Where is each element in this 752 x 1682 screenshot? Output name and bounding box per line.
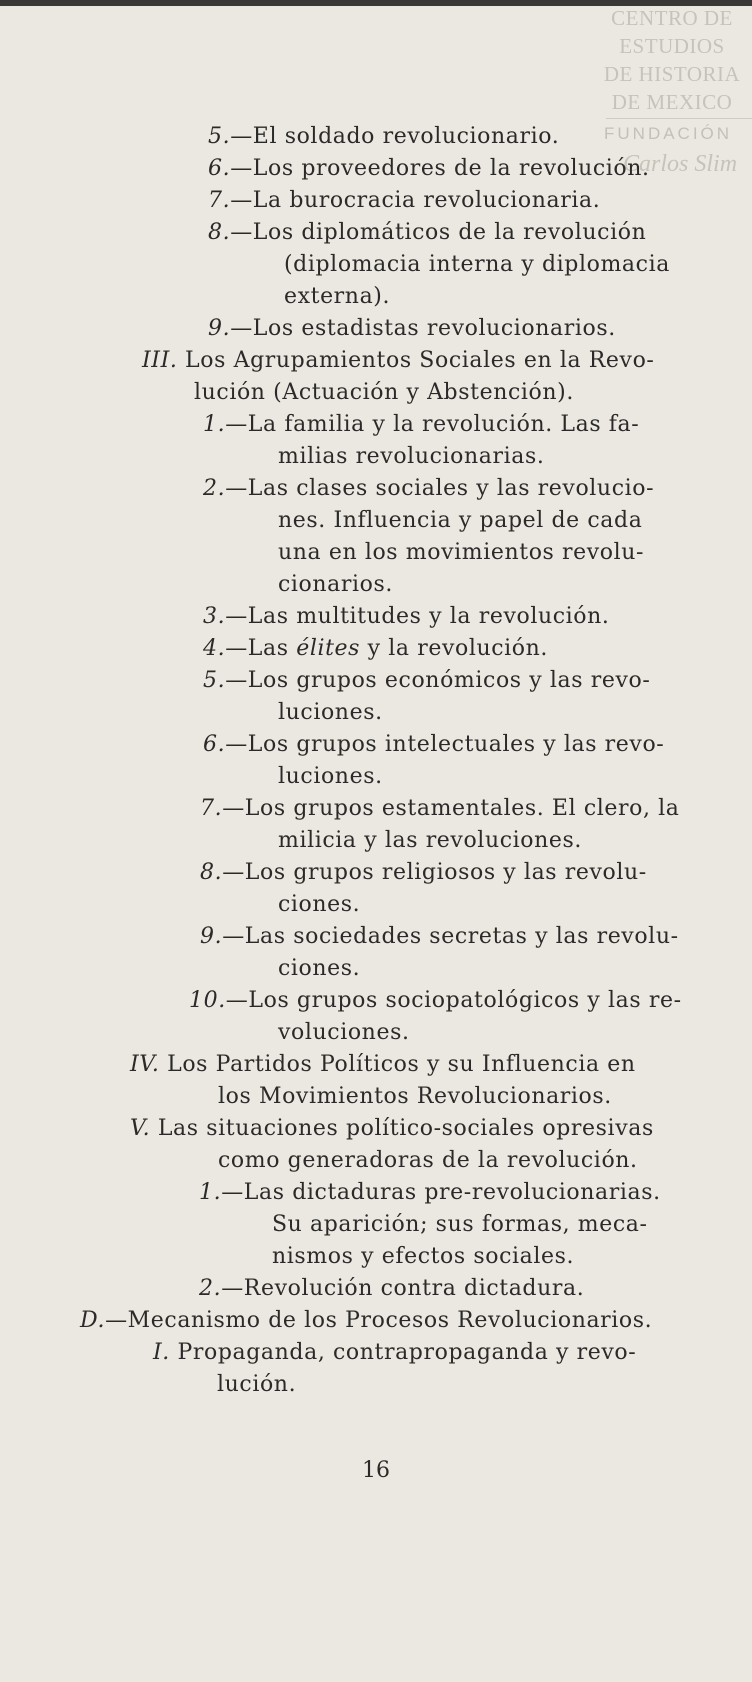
outline-line bbox=[199, 1178, 661, 1208]
outline-line bbox=[284, 250, 670, 280]
outline-line bbox=[142, 346, 654, 376]
outline-text: —Las bbox=[225, 636, 297, 661]
outline-number: V. bbox=[130, 1116, 151, 1141]
outline-number: I. bbox=[153, 1340, 170, 1365]
outline-text: Los Agrupamientos Sociales en la Revo- bbox=[177, 348, 655, 373]
outline-text: nes. Influencia y papel de cada bbox=[278, 508, 643, 533]
outline-line bbox=[189, 986, 682, 1016]
outline-line bbox=[130, 1050, 636, 1080]
outline-text: voluciones. bbox=[278, 1020, 410, 1045]
outline-number: 7. bbox=[200, 796, 223, 821]
outline-text: lución (Actuación y Abstención). bbox=[194, 380, 574, 405]
outline-text: —La burocracia revolucionaria. bbox=[230, 188, 601, 213]
outline-number: 8. bbox=[208, 220, 231, 245]
outline-number: 2. bbox=[203, 476, 226, 501]
watermark-signature: Carlos Slim bbox=[623, 151, 738, 177]
outline-line bbox=[272, 1210, 648, 1240]
outline-text: —Los grupos intelectuales y las revo- bbox=[225, 732, 665, 757]
watermark-rule bbox=[606, 118, 752, 119]
outline-line bbox=[194, 378, 574, 408]
outline-text: Su aparición; sus formas, meca- bbox=[272, 1212, 648, 1237]
outline-line bbox=[217, 1370, 296, 1400]
outline-text: —Los grupos estamentales. El clero, la bbox=[222, 796, 680, 821]
outline-line bbox=[80, 1306, 652, 1336]
outline-number: 1. bbox=[203, 412, 226, 437]
outline-text: los Movimientos Revolucionarios. bbox=[218, 1084, 612, 1109]
outline-text: —Las dictaduras pre-revolucionarias. bbox=[221, 1180, 661, 1205]
outline-line bbox=[278, 538, 644, 568]
outline-text: —Revolución contra dictadura. bbox=[221, 1276, 585, 1301]
outline-text: —Las clases sociales y las revolucio- bbox=[225, 476, 655, 501]
outline-line bbox=[284, 282, 390, 312]
outline-text: ciones. bbox=[278, 892, 361, 917]
outline-line bbox=[200, 858, 647, 888]
outline-number: 10. bbox=[189, 988, 226, 1013]
outline-number: III. bbox=[142, 348, 178, 373]
outline-line bbox=[278, 1018, 410, 1048]
outline-text: —Los proveedores de la revolución. bbox=[230, 156, 650, 181]
outline-text: —La familia y la revolución. Las fa- bbox=[225, 412, 640, 437]
outline-number: 1. bbox=[199, 1180, 222, 1205]
outline-text: una en los movimientos revolu- bbox=[278, 540, 645, 565]
outline-line bbox=[200, 922, 679, 952]
outline-line bbox=[278, 762, 383, 792]
watermark-line: DE HISTORIA bbox=[603, 62, 741, 86]
outline-line bbox=[278, 442, 544, 472]
outline-text: nismos y efectos sociales. bbox=[272, 1244, 575, 1269]
outline-line bbox=[208, 122, 559, 152]
outline-line bbox=[278, 570, 393, 600]
outline-text: ciones. bbox=[278, 956, 361, 981]
outline-line bbox=[203, 730, 664, 760]
outline-text: cionarios. bbox=[278, 572, 393, 597]
outline-number: 7. bbox=[208, 188, 231, 213]
outline-number: IV. bbox=[130, 1052, 160, 1077]
outline-line bbox=[208, 314, 616, 344]
outline-text: Las situaciones político-sociales opresivas bbox=[150, 1116, 654, 1141]
outline-line bbox=[278, 698, 383, 728]
watermark-fundacion: FUNDACIÓN bbox=[604, 124, 733, 143]
outline-emphasis: élites bbox=[296, 636, 361, 661]
outline-text: milicia y las revoluciones. bbox=[278, 828, 582, 853]
outline-line bbox=[130, 1114, 654, 1144]
outline-line bbox=[278, 826, 582, 856]
outline-line bbox=[203, 666, 650, 696]
outline-line bbox=[208, 186, 600, 216]
outline-line bbox=[208, 154, 650, 184]
outline-number: 9. bbox=[200, 924, 223, 949]
outline-text: luciones. bbox=[278, 700, 383, 725]
outline-text: —Mecanismo de los Procesos Revolucionarios. bbox=[105, 1308, 653, 1333]
outline-line bbox=[218, 1082, 612, 1112]
outline-text: lución. bbox=[217, 1372, 297, 1397]
outline-line bbox=[218, 1146, 638, 1176]
outline-number: 6. bbox=[203, 732, 226, 757]
archive-watermark bbox=[592, 4, 752, 116]
outline-line bbox=[203, 602, 610, 632]
outline-text-tail: y la revolución. bbox=[360, 636, 549, 661]
outline-line bbox=[203, 410, 639, 440]
outline-line bbox=[278, 890, 360, 920]
outline-number: 5. bbox=[203, 668, 226, 693]
outline-number: D. bbox=[80, 1308, 106, 1333]
outline-text: como generadoras de la revolución. bbox=[218, 1148, 638, 1173]
outline-text: externa). bbox=[284, 284, 391, 309]
watermark-line: ESTUDIOS bbox=[619, 34, 725, 58]
outline-line bbox=[200, 794, 680, 824]
outline-number: 6. bbox=[208, 156, 231, 181]
outline-number: 3. bbox=[203, 604, 226, 629]
outline-text: —Los grupos religiosos y las revolu- bbox=[222, 860, 647, 885]
outline-line bbox=[272, 1242, 574, 1272]
outline-text: —Los estadistas revolucionarios. bbox=[230, 316, 616, 341]
outline-text: —Los diplomáticos de la revolución bbox=[230, 220, 647, 245]
outline-line bbox=[203, 474, 654, 504]
outline-text: —Los grupos económicos y las revo- bbox=[225, 668, 651, 693]
outline-number: 9. bbox=[208, 316, 231, 341]
outline-number: 5. bbox=[208, 124, 231, 149]
outline-text: Los Partidos Políticos y su Influencia en bbox=[159, 1052, 636, 1077]
outline-text: (diplomacia interna y diplomacia bbox=[284, 252, 670, 277]
outline-text: Propaganda, contrapropaganda y revo- bbox=[169, 1340, 637, 1365]
outline-line bbox=[153, 1338, 636, 1368]
outline-line bbox=[203, 634, 548, 664]
outline-text: —Los grupos sociopatológicos y las re- bbox=[225, 988, 682, 1013]
page-number: 16 bbox=[362, 1458, 390, 1483]
outline-line bbox=[208, 218, 646, 248]
outline-line bbox=[199, 1274, 584, 1304]
outline-text: milias revolucionarias. bbox=[278, 444, 545, 469]
outline-line bbox=[278, 506, 642, 536]
watermark-line: CENTRO DE bbox=[611, 6, 733, 30]
outline-number: 8. bbox=[200, 860, 223, 885]
outline-line bbox=[278, 954, 360, 984]
outline-number: 4. bbox=[203, 636, 226, 661]
outline-number: 2. bbox=[199, 1276, 222, 1301]
outline-text: —Las sociedades secretas y las revolu- bbox=[222, 924, 679, 949]
outline-text: —Las multitudes y la revolución. bbox=[225, 604, 610, 629]
outline-text: luciones. bbox=[278, 764, 383, 789]
watermark-line: DE MEXICO bbox=[611, 90, 733, 114]
outline-text: —El soldado revolucionario. bbox=[230, 124, 560, 149]
